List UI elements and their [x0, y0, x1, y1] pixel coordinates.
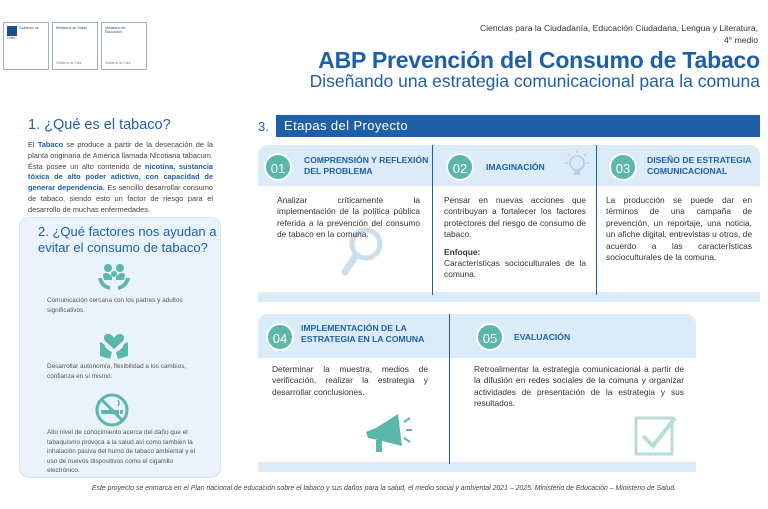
text-part: se produce a partir de la desecación de la planta originaria de América llamada Nicotiana tabacum. Ésta posee un alto contenido de [28, 140, 214, 171]
text-part: Es sencillo desarrollar consumo de tabaco, siendo esto un factor de riesgo para el desarrollo de muchas enfermedades. [28, 183, 213, 214]
divider [432, 145, 433, 295]
stage-text-block [444, 195, 586, 281]
grade-text: 4° medio [723, 35, 758, 45]
section3-title: Etapas del Proyecto [276, 115, 760, 137]
page-title: ABP Prevención del Consumo de Tabaco [318, 47, 760, 73]
section1-title: ¿Qué es el tabaco? [44, 117, 171, 133]
section1-paragraph [28, 140, 213, 216]
heart-hands-icon [96, 326, 132, 362]
factor-text: Desarrollar autonomía, flexibilidad a los cambios, confianza en sí mismo. [47, 363, 187, 380]
section3-number: 3. [258, 119, 269, 134]
logo-label: Gobierno de Chile [7, 26, 39, 40]
text-emphasis: nicotina, sustancia tóxica de alto poder adictivo, con capacidad de generar dependencia. [28, 161, 213, 193]
stage-title: EVALUACIÓN [514, 332, 571, 342]
stage-text: Retroalimentar la estrategia comunicacional a partir de la difusión en redes sociales de la comuna y organizar actividades de presentación de la estrategia y sus resultados. [474, 364, 684, 409]
stage-title: COMPRENSIÓN Y REFLEXIÓN DEL PROBLEMA [304, 155, 429, 176]
megaphone-icon [362, 408, 412, 458]
stages-row1-base [258, 292, 760, 302]
factor-text: Comunicación cercana con los padres y adultos significativos. [47, 297, 183, 314]
logo-sub: Gobierno de Chile [56, 61, 82, 66]
logo-sub: Gobierno de Chile [105, 61, 131, 66]
no-smoking-icon [94, 392, 130, 428]
protective-factors-panel [19, 217, 221, 478]
logo-mineduc [101, 22, 147, 70]
lightbulb-icon [560, 148, 594, 182]
text-emphasis: Tabaco [37, 140, 64, 149]
stage-text: Analizar críticamente la implementación de la política pública referida a la prevención del consumo de tabaco en la comuna. [277, 195, 420, 240]
factor-text: Alto nivel de conocimiento acerca del daño que el tabaquismo provoca a la salud así como también la inhalación pasiva del humo de tabaco ambiental y el uso de nuevos dispositivos como el cigarrillo electrónico. [47, 429, 196, 475]
logo-label: Ministerio de Salud [56, 26, 87, 30]
stage-title: IMAGINACIÓN [486, 162, 545, 172]
subjects-text: Ciencias para la Ciudadanía, Educación Ciudadana, Lengua y Literatura, [479, 23, 758, 33]
stage-number: 05 [476, 323, 504, 351]
stages-row2-base [258, 462, 696, 472]
focus-label: Enfoque: [444, 246, 481, 257]
footer-note: Este proyecto se enmarca en el Plan nacional de educación sobre el tabaco y sus daños para la salud, el medio social y ambiental 2021 – 2025. Ministerio de Educación – Ministerio de Salud. [91, 485, 677, 492]
stage-text: La producción se puede dar en términos de una campaña de prevención, un reportaje, una noticia, un afiche digital, entrevistas u otros, de acuerdo a las características socioculturales de la comuna. [606, 195, 752, 263]
stage-number: 03 [609, 153, 637, 181]
logo-minsal [52, 22, 98, 70]
stage-text: Determinar la muestra, medios de verificación, realizar la estrategia y desarrollar conclusiones. [272, 364, 428, 397]
logo-gobierno [3, 22, 49, 70]
logos [3, 22, 147, 70]
stage-title: IMPLEMENTACIÓN DE LA ESTRATEGIA EN LA COMUNA [301, 323, 425, 344]
divider [449, 314, 450, 464]
section1-heading [28, 117, 171, 133]
page-subtitle: Diseñando una estrategia comunicacional para la comuna [309, 71, 760, 91]
stage-title: DISEÑO DE ESTRATEGIA COMUNICACIONAL [647, 155, 752, 176]
stage-number: 04 [266, 323, 294, 351]
section2-title: 2. ¿Qué factores nos ayudan a evitar el consumo de tabaco? [38, 224, 217, 255]
subjects-line [428, 22, 758, 46]
focus-text: Características socioculturales de la comuna. [444, 258, 586, 280]
logo-label: Ministerio de Educación [105, 26, 126, 35]
stage-number: 02 [446, 153, 474, 181]
stage-text: Pensar en nuevas acciones que contribuyan a fortalecer los factores protectores del riesgo de consumo de tabaco. [444, 195, 586, 240]
divider [596, 145, 597, 295]
stage-number: 01 [264, 153, 292, 181]
checkbox-icon [633, 412, 679, 458]
section1-number: 1. [28, 117, 41, 133]
text-part: El [28, 140, 38, 149]
family-hands-icon [96, 258, 132, 294]
chile-star-icon [7, 26, 17, 36]
